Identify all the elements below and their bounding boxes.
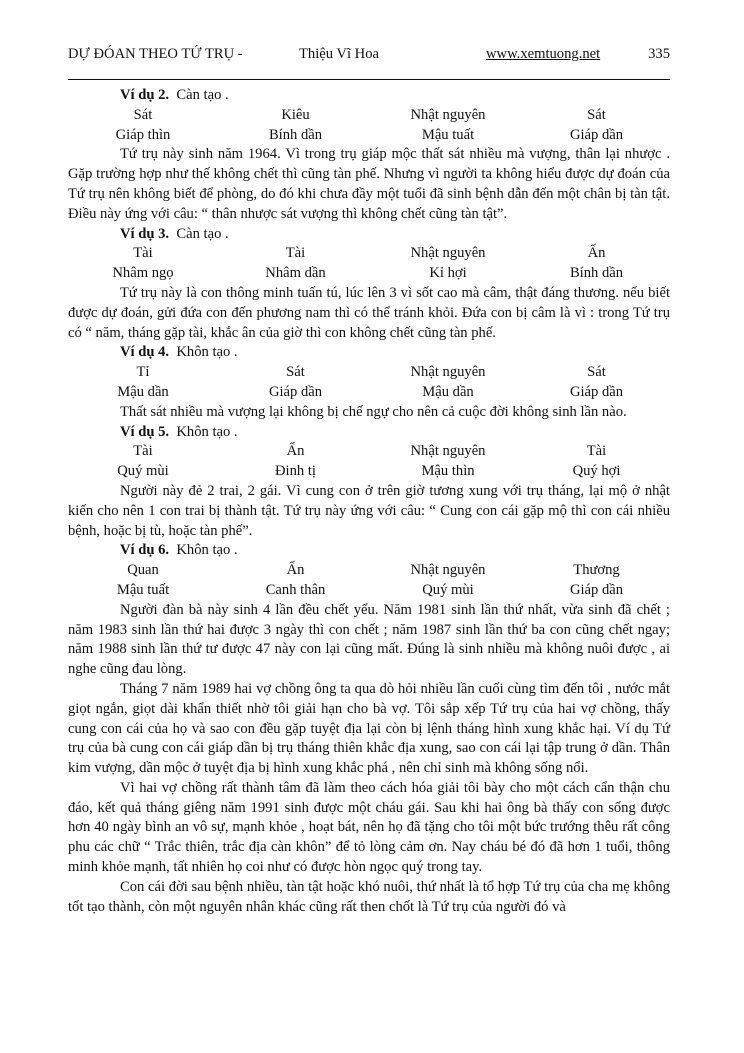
example-type: Càn tạo .: [176, 87, 229, 103]
god-hour: Tài: [586, 443, 607, 460]
example-label: Ví dụ 3.: [120, 225, 170, 242]
pillar-day: Mậu tuất: [421, 126, 475, 143]
pillars-row: [68, 462, 670, 482]
example-label: Ví dụ 6.: [120, 542, 170, 559]
paragraph: Thất sát nhiều mà vượng lại không bị chế ngự cho nên cả cuộc đời không sinh lần nào.: [120, 403, 627, 420]
paragraph: Người này đẻ 2 trai, 2 gái. Vì cung con ở trên giờ tương xung với trụ tháng, lại mộ ở nhật kiến cho nên 1 con trai bị thành tật. Tứ trụ này ứng với câu: “ Cung con cái gặp mộ thì con cái nhiều bệnh, hoặc bị tù, hoặc tàn phế”.: [68, 482, 670, 539]
god-hour: Ấn: [587, 245, 606, 262]
pillar-month: Giáp dần: [268, 383, 323, 400]
ten-gods-row: [68, 106, 670, 126]
pillar-day: Quý mùi: [422, 581, 474, 598]
god-hour: Thương: [573, 562, 620, 579]
example-3: [68, 225, 670, 344]
god-month: Ấn: [286, 443, 305, 460]
pillar-hour: Giáp dần: [569, 383, 624, 400]
pillar-year: Quý mùi: [117, 463, 169, 480]
god-month: Ấn: [286, 562, 305, 579]
example-heading: [68, 343, 670, 363]
pillars-row: [68, 383, 670, 403]
paragraph: Con cái đời sau bệnh nhiều, tàn tật hoặc khó nuôi, thứ nhất là tổ hợp Tứ trụ của cha mẹ không tốt tạo thành, còn một nguyên nhân khác cũng rất then chốt là Tứ trụ của người đó và: [68, 878, 670, 915]
page-number: 335: [648, 46, 670, 62]
pillars-row: [68, 126, 670, 146]
paragraph: Vì hai vợ chồng rất thành tâm đã làm theo cách hóa giải tôi bày cho một cách cẩn thận chu đáo, kết quả tháng giêng năm 1991 sinh được một cháu gái. Sau khi hai ông bà thấy con sống được hơn 40 ngày bình an vô sự, mạnh khỏe , hoạt bát, nên họ đã tặng cho tôi một bức trướng thêu rất công phu các chữ “ Trắc thiên, trắc địa càn khôn” để tỏ lòng cảm ơn. Nay cháu bé đó đã hơn 1 tuổi, thông minh khỏe mạnh, tất nhiên họ coi như có được hòn ngọc quý trong tay.: [68, 779, 670, 876]
paragraph: Người đàn bà này sinh 4 lần đều chết yểu. Năm 1981 sinh lần thứ nhất, vừa sinh đã chết ; năm 1983 sinh lần thứ hai được 3 ngày thì con chết ; năm 1987 sinh lần thứ ba con cũng chết ngay; năm 1988 sinh lần thứ tư được 47 này con lại cũng mất. Đúng là sinh nhiều mà không nuôi được , ai nghe cũng đau lòng.: [68, 601, 670, 678]
ten-gods-row: [68, 363, 670, 383]
paragraph: Tháng 7 năm 1989 hai vợ chồng ông ta qua dò hỏi nhiều lần cuối cùng tìm đến tôi , nước mắt giọt ngắn, giọt dài khẩn thiết nhờ tôi giải hạn cho bà vợ. Tôi sắp xếp Tứ trụ của hai vợ chồng, thấy cung con cái của họ và sao con đều gặp tuyệt địa lại còn bị lệnh tháng hình xung khắc hại. Ví dụ Tứ trụ của bà cung con cái giáp dần bị trụ tháng thiên khắc địa xung, sao con cái lại tập trung ở dần. Thân kim vượng, dần mộc ở tuyệt địa bị hình xung khắc phá , nên chỉ sinh mà không sống nổi.: [68, 680, 670, 777]
pillar-year: Mậu tuất: [116, 581, 170, 598]
pillar-month: Nhâm dần: [265, 265, 326, 282]
god-hour: Sát: [587, 106, 606, 123]
pillar-hour: Giáp dần: [569, 126, 624, 143]
god-day: Nhật nguyên: [410, 364, 486, 381]
god-year: Tài: [133, 443, 153, 460]
pillar-day: Mậu dần: [422, 383, 474, 400]
example-2: [68, 86, 670, 225]
god-hour: Sát: [587, 364, 606, 381]
example-4: [68, 343, 670, 422]
god-day: Nhật nguyên: [410, 562, 486, 579]
example-6: [68, 541, 670, 917]
ten-gods-row: [68, 244, 670, 264]
header-divider: [68, 79, 670, 80]
pillar-month: Đinh tị: [275, 463, 316, 480]
pillar-day: Kỉ hợi: [429, 265, 467, 282]
pillar-year: Giáp thìn: [115, 126, 171, 143]
god-day: Nhật nguyên: [410, 106, 486, 123]
pillar-hour: Bính dần: [569, 265, 624, 282]
god-day: Nhật nguyên: [410, 245, 486, 262]
website-link[interactable]: www.xemtuong.net: [486, 46, 601, 62]
example-heading: [68, 225, 670, 245]
pillar-hour: Quý hợi: [572, 463, 621, 480]
ten-gods-row: [68, 561, 670, 581]
example-type: Càn tạo .: [176, 225, 229, 242]
god-month: Kiêu: [281, 106, 310, 123]
page-body: [68, 86, 670, 917]
god-year: Tài: [133, 245, 153, 262]
example-label: Ví dụ 5.: [120, 423, 170, 440]
paragraph: Tứ trụ này là con thông minh tuấn tú, lúc lên 3 vì sốt cao mà câm, thật đáng thương. nếu biết được dự đoán, gửi đứa con đến phương nam thì có thể tránh khỏi. Đứa con bị câm là vì : trong Tứ trụ có “ năm, tháng gặp tài, khắc ân của giờ thì con không chết cũng tàn phế.: [68, 284, 670, 341]
example-heading: [68, 541, 670, 561]
example-label: Ví dụ 4.: [120, 344, 170, 361]
example-5: [68, 423, 670, 542]
example-type: Khôn tạo .: [176, 423, 238, 440]
author-name: Thiệu Vĩ Hoa: [299, 46, 379, 62]
page-header: [68, 46, 670, 66]
example-type: Khôn tạo .: [176, 542, 238, 559]
god-day: Nhật nguyên: [410, 443, 486, 460]
pillar-hour: Giáp dần: [569, 581, 624, 598]
paragraph: Tứ trụ này sinh năm 1964. Vì trong trụ giáp mộc thất sát nhiều mà vượng, thân lại nhược . Gặp trường hợp như thế không chết thì cũng tàn phế. Nhưng vì người ta không hiểu được dự đoán của Tứ trụ nên không biết để phòng, do đó khi chưa đầy một tuổi đã sinh bệnh dẫn đến một chân bị tàn tật. Điều này ứng với câu: “ thân nhược sát vượng thì không chết cũng tàn tật”.: [68, 146, 670, 222]
god-month: Tài: [285, 245, 306, 262]
example-type: Khôn tạo .: [176, 344, 238, 361]
pillars-row: [68, 581, 670, 601]
pillars-row: [68, 264, 670, 284]
example-label: Ví dụ 2.: [120, 87, 170, 103]
pillar-day: Mậu thìn: [421, 463, 475, 480]
pillar-year: Nhâm ngọ: [112, 265, 174, 282]
book-title: DỰ ĐÓAN THEO TỨ TRỤ -: [68, 46, 243, 62]
god-month: Sát: [286, 364, 305, 381]
pillar-month: Bính dần: [268, 126, 323, 143]
ten-gods-row: [68, 442, 670, 462]
god-year: Tỉ: [136, 364, 150, 381]
god-year: Quan: [127, 562, 159, 579]
pillar-month: Canh thân: [265, 581, 326, 598]
god-year: Sát: [133, 106, 153, 123]
example-heading: [68, 423, 670, 443]
pillar-year: Mậu dần: [117, 383, 169, 400]
example-heading: [68, 86, 670, 106]
